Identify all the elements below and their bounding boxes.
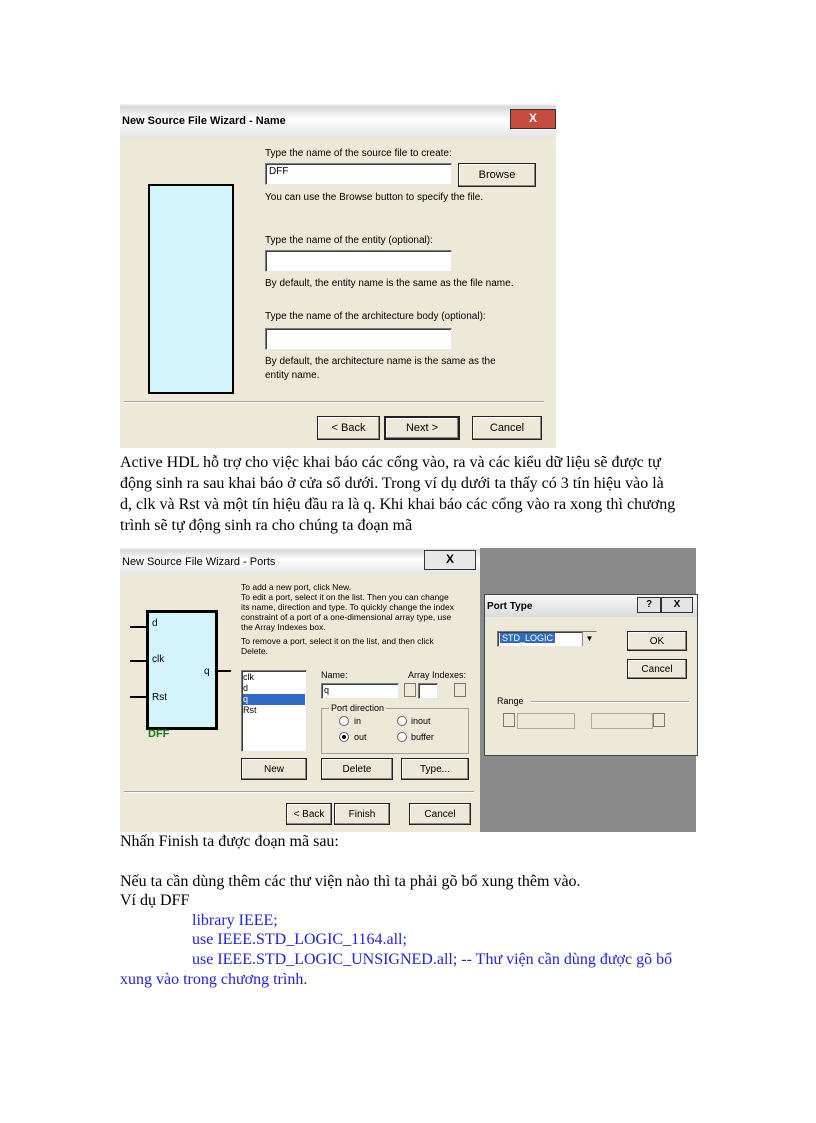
array-indexes-label: Array Indexes:	[408, 670, 467, 680]
name-wizard-window	[120, 104, 556, 448]
delete-port-button[interactable]: Delete	[321, 758, 393, 780]
array-index-spin-right[interactable]	[454, 683, 466, 697]
range-label: Range	[497, 696, 524, 706]
close-icon[interactable]: X	[661, 597, 693, 613]
pin-clk-label: clk	[152, 654, 165, 665]
name-label: Name:	[321, 670, 348, 680]
direction-in-radio[interactable]	[339, 716, 349, 726]
name-wizard-titlebar	[120, 104, 556, 138]
direction-buffer-label: buffer	[411, 732, 434, 742]
help-line6: To remove a port, select it on the list, and then click	[241, 636, 434, 646]
port-list-item[interactable]: clk	[243, 672, 254, 682]
finish-note: Nhấn Finish ta được đoạn mã sau:	[120, 833, 339, 850]
port-name-input[interactable]: q	[321, 683, 399, 699]
direction-inout-radio[interactable]	[397, 716, 407, 726]
range-right-input[interactable]	[591, 713, 653, 729]
button-separator	[124, 791, 474, 793]
port-list-item-selected[interactable]: q	[243, 694, 305, 705]
library-note: Nếu ta cần dùng thêm các thư viện nào thì ta phải gõ bổ xung thêm vào.	[120, 873, 581, 890]
help-line3: its name, direction and type. To quickly change the index	[241, 602, 454, 612]
port-type-titlebar	[485, 595, 697, 617]
direction-out-label: out	[354, 732, 367, 742]
pin-d-wire	[130, 626, 146, 628]
ok-button[interactable]: OK	[627, 631, 687, 651]
symbol-name: DFF	[148, 728, 170, 740]
architecture-hint-line2: entity name.	[265, 370, 320, 381]
code-line4: xung vào trong chương trình.	[120, 971, 308, 988]
architecture-name-input[interactable]	[265, 328, 452, 350]
browse-hint: You can use the Browse button to specify the file.	[265, 192, 484, 203]
architecture-hint-line1: By default, the architecture name is the same as the	[265, 356, 496, 367]
back-button[interactable]: < Back	[317, 416, 380, 440]
port-list-item[interactable]: Rst	[243, 705, 257, 715]
chevron-down-icon[interactable]: ▼	[582, 632, 596, 646]
array-index-input[interactable]	[418, 683, 438, 699]
description-line3: d, clk và Rst và một tín hiệu đầu ra là q. Khi khai báo các cổng vào ra xong thì chương	[120, 496, 676, 513]
entity-name-input[interactable]	[265, 250, 452, 272]
pin-clk-wire	[130, 660, 146, 662]
code-line1: library IEEE;	[192, 912, 278, 929]
example-label: Ví dụ DFF	[120, 892, 190, 909]
range-spin-right[interactable]	[653, 713, 665, 727]
direction-buffer-radio[interactable]	[397, 732, 407, 742]
help-icon[interactable]: ?	[637, 597, 661, 613]
architecture-prompt: Type the name of the architecture body (optional):	[265, 311, 486, 322]
pin-q-wire	[215, 670, 231, 672]
port-list-item[interactable]: d	[243, 683, 249, 693]
browse-button[interactable]: Browse	[458, 163, 536, 187]
entity-preview-box	[148, 184, 234, 394]
ports-wizard-titlebar	[120, 548, 480, 574]
range-left-input[interactable]	[517, 713, 575, 729]
source-file-prompt: Type the name of the source file to create:	[265, 148, 452, 159]
name-wizard-title: New Source File Wizard - Name	[122, 115, 286, 127]
help-line7: Delete.	[241, 646, 268, 656]
description-line4: trình sẽ tự động sinh ra cho chúng ta đoạn mã	[120, 517, 413, 534]
type-select-value: STD_LOGIC	[502, 633, 554, 643]
port-type-button[interactable]: Type...	[401, 758, 469, 780]
ports-wizard-title: New Source File Wizard - Ports	[122, 556, 276, 568]
source-file-input[interactable]: DFF	[265, 163, 452, 185]
description-line1: Active HDL hỗ trợ cho việc khai báo các cổng vào, ra và các kiểu dữ liệu sẽ được tự	[120, 454, 661, 471]
next-button[interactable]: Next >	[384, 416, 460, 440]
code-line2: use IEEE.STD_LOGIC_1164.all;	[192, 931, 407, 948]
direction-inout-label: inout	[411, 716, 431, 726]
range-spin-left[interactable]	[503, 713, 515, 727]
port-type-title: Port Type	[487, 601, 533, 612]
direction-out-radio[interactable]	[339, 732, 349, 742]
cancel-button[interactable]: Cancel	[627, 659, 687, 679]
close-icon[interactable]: X	[510, 109, 556, 129]
port-list[interactable]	[241, 670, 307, 752]
ports-wizard-window	[120, 548, 696, 832]
array-index-spin-left[interactable]	[404, 683, 416, 697]
help-line1: To add a new port, click New.	[241, 582, 352, 592]
range-separator	[531, 701, 689, 703]
help-line4: constraint of a port of a one-dimensional array type, use	[241, 612, 452, 622]
pin-q-label: q	[204, 666, 210, 677]
help-line5: the Array Indexes box.	[241, 622, 326, 632]
cancel-button[interactable]: Cancel	[472, 416, 542, 440]
pin-d-label: d	[152, 618, 158, 629]
new-port-button[interactable]: New	[241, 758, 307, 780]
help-text	[241, 582, 454, 656]
pin-rst-wire	[130, 696, 146, 698]
port-direction-label: Port direction	[331, 703, 385, 713]
button-separator	[124, 401, 544, 403]
cancel-button[interactable]: Cancel	[409, 803, 471, 825]
code-line3: use IEEE.STD_LOGIC_UNSIGNED.all; -- Thư viện cần dùng được gõ bổ	[192, 951, 673, 968]
entity-hint: By default, the entity name is the same as the file name.	[265, 278, 514, 289]
entity-prompt: Type the name of the entity (optional):	[265, 235, 433, 246]
back-button[interactable]: < Back	[286, 803, 332, 825]
description-line2: động sinh ra sau khai báo ở cửa sổ dưới. Trong ví dụ dưới ta thấy có 3 tín hiệu vào là	[120, 475, 664, 492]
port-type-dialog	[484, 594, 698, 756]
direction-in-label: in	[354, 716, 362, 726]
close-icon[interactable]: X	[424, 550, 476, 570]
type-select[interactable]	[497, 631, 597, 647]
help-line2: To edit a port, select it on the list. Then you can change	[241, 592, 449, 602]
finish-button[interactable]: Finish	[334, 803, 390, 825]
port-direction-group	[321, 708, 469, 754]
pin-rst-label: Rst	[152, 692, 167, 703]
